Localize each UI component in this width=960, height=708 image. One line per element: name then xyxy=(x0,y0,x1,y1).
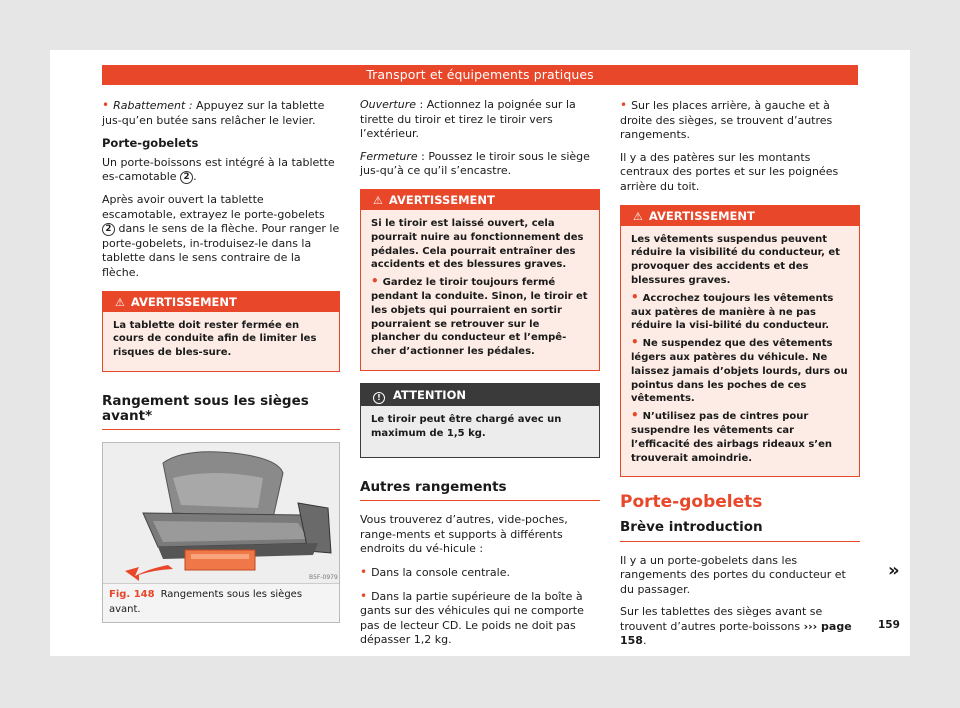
seat-drawer-illustration xyxy=(103,443,339,583)
bullet-icon: • xyxy=(620,98,628,112)
warning-body: Si le tiroir est laissé ouvert, cela pourrait nuire au fonctionnement des pédales. Cela pourrait entraîner des accidents et des blessures graves. • Gardez le tiroir toujours fermé pendant la conduite. Sinon, le tiroir et les objets qui pourraient en sortir pourraient se retrouver sur le plancher du conducteur et l’empê-cher d’actionner les pédales. xyxy=(361,210,599,370)
page-number: 159 xyxy=(878,619,900,631)
column-middle xyxy=(360,98,600,656)
bullet-icon: • xyxy=(102,98,110,112)
bullet-icon: • xyxy=(360,588,368,603)
bullet-icon: • xyxy=(631,289,639,304)
callout-number: 2 xyxy=(102,223,115,236)
list-item: • Dans la console centrale. xyxy=(360,564,510,579)
bullet-icon: • xyxy=(631,335,639,350)
paragraph-autres: Vous trouverez d’autres, vide-poches, range-ments et supports à différents endroits du vé-hicule : xyxy=(360,513,568,556)
info-circle-icon: ! xyxy=(373,392,385,404)
bullet-icon: • xyxy=(631,408,639,423)
warning-body: Les vêtements suspendus peuvent réduire la visibilité du conducteur, et provoquer des accidents et des blessures graves. • Accrochez toujours les vêtements aux patères de manière à ne pas réduire la visi-bilité du conducteur. • Ne suspendez que des vêtements légers aux patères du véhicule. Ne laissez jamais d’objets lourds, durs ou pointus dans les poches de ces vêtements. • N’utilisez pas de cintres pour suspendre les vêtements car l’efficacité des airbags rideaux s’en trouverait amoindrie. xyxy=(621,226,859,477)
attention-box xyxy=(360,383,600,458)
paragraph-pateres: Il y a des patères sur les montants centraux des portes et sur les poignées arrière du toit. xyxy=(620,150,839,193)
page-header: Transport et équipements pratiques xyxy=(102,65,858,85)
list-item: • Sur les places arrière, à gauche et à droite des sièges, se trouvent d’autres rangements. xyxy=(620,98,833,142)
bullet-icon: • xyxy=(360,564,368,579)
warning-box xyxy=(360,189,600,371)
warning-body: La tablette doit rester fermée en cours de conduite afin de limiter les risques de bles-sure. xyxy=(103,312,339,371)
warning-box xyxy=(102,291,340,372)
paragraph-tablettes: Sur les tablettes des sièges avant se trouvent d’autres porte-boissons ››› page 158. xyxy=(620,605,852,648)
paragraph-extraction: Après avoir ouvert la tablette escamotable, extrayez le porte-gobelets 2 dans le sens de la flèche. Pour ranger le porte-gobelets, in-troduisez-le dans la tablette dans le sens contraire de la flèche. xyxy=(102,192,340,279)
warning-triangle-icon: ⚠ xyxy=(633,209,643,223)
column-right xyxy=(620,98,860,657)
paragraph-porte-boissons: Un porte-boissons est intégré à la tablette es-camotable 2 . xyxy=(102,155,335,184)
figure-code: B5F-0979 xyxy=(309,574,338,582)
subheading-porte-gobelets: Porte-gobelets xyxy=(102,136,199,151)
paragraph-rabattement: • Rabattement : Appuyez sur la tablette jus-qu’en butée sans relâcher le levier. xyxy=(102,98,325,127)
warning-header: ⚠ AVERTISSEMENT xyxy=(621,206,859,226)
warning-header: ⚠ AVERTISSEMENT xyxy=(103,292,339,312)
section-title-autres: Autres rangements xyxy=(360,480,600,502)
continue-mark: » xyxy=(888,560,900,581)
figure-caption: Fig. 148 Rangements sous les sièges avant. xyxy=(103,583,339,622)
section-title-rangement: Rangement sous les sièges avant* xyxy=(102,394,340,430)
section-title-breve: Brève introduction xyxy=(620,520,860,542)
warning-header: ⚠ AVERTISSEMENT xyxy=(361,190,599,210)
warning-triangle-icon: ⚠ xyxy=(373,193,383,207)
paragraph-ouverture: Ouverture : Actionnez la poignée sur la tirette du tiroir et tirez le tiroir vers l’extérieur. xyxy=(360,98,576,141)
chapter-title-porte-gobelets: Porte-gobelets xyxy=(620,492,763,513)
paragraph-intro: Il y a un porte-gobelets dans les rangements des portes du conducteur et du passager. xyxy=(620,553,846,596)
warning-box xyxy=(620,205,860,478)
manual-page xyxy=(50,50,910,656)
column-left xyxy=(102,98,340,623)
bullet-icon: • xyxy=(371,274,379,289)
figure-148 xyxy=(102,442,340,623)
attention-header: ! ATTENTION xyxy=(361,384,599,406)
paragraph-fermeture: Fermeture : Poussez le tiroir sous le siège jus-qu’à ce qu’il s’encastre. xyxy=(360,149,590,178)
seat-illustration-svg xyxy=(103,443,339,583)
callout-number: 2 xyxy=(180,171,193,184)
list-item: • Dans la partie supérieure de la boîte à gants sur des véhicules qui ne comporte pas de lecteur CD. Le poids ne doit pas dépasser 1,2 kg. xyxy=(360,588,584,647)
page-reference-link[interactable]: ››› page 158 xyxy=(620,619,852,648)
attention-body: Le tiroir peut être chargé avec un maximum de 1,5 kg. xyxy=(361,406,599,457)
warning-triangle-icon: ⚠ xyxy=(115,295,125,309)
